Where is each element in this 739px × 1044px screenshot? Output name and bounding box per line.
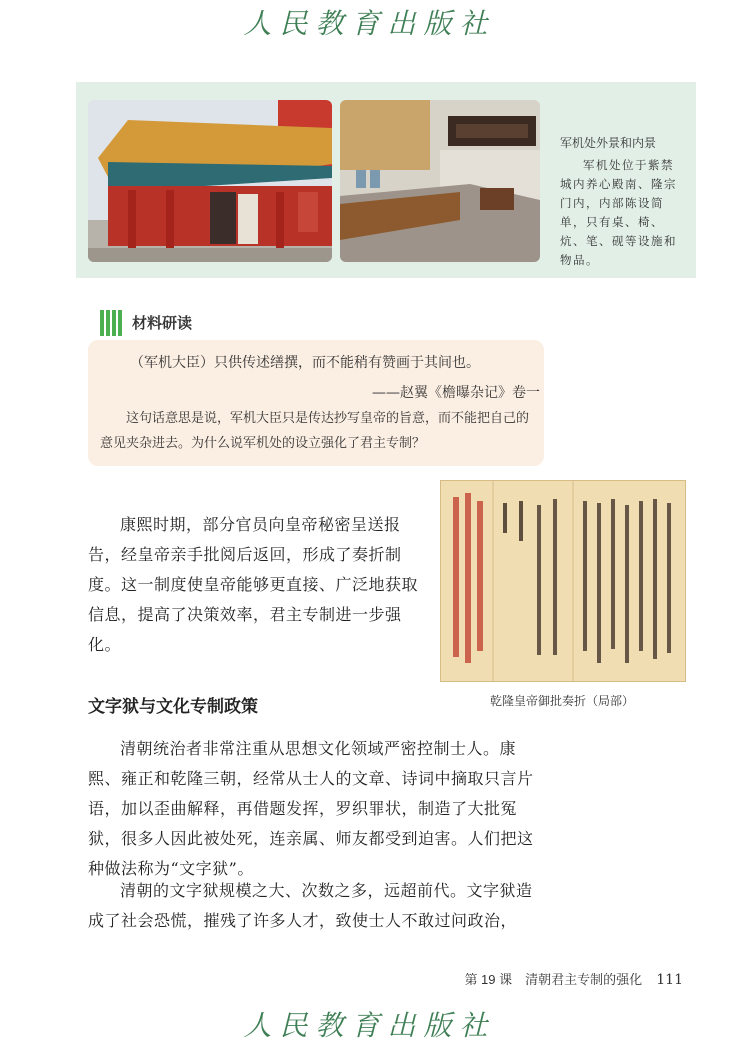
palace-building-photo [88,100,332,262]
photo-caption [560,134,686,270]
footer-lesson-title: 第 19 课 清朝君主专制的强化 [464,972,643,987]
photo-caption-body: 军机处位于紫禁城内养心殿南、隆宗门内，内部陈设简单，只有桌、椅、炕、笔、砚等设施和物品。 [560,158,677,267]
paragraph-literary-inquisition: 清朝统治者非常注重从思想文化领域严密控制士人。康熙、雍正和乾隆三朝，经常从士人的文章、诗词中摘取只言片语，加以歪曲解释，再借题发挥，罗织罪状，制造了大批冤狱，很多人因此被处死，连亲属、师友都受到迫害。人们把这种做法称为“文字狱”。 [88,739,534,878]
book-stripes-icon [100,310,122,336]
memorial-document-image [440,480,686,682]
publisher-logo-top: 人民教育出版社 [243,7,496,40]
publisher-logo-bottom: 人民教育出版社 [243,1009,496,1042]
material-quote: （军机大臣）只供传述缮撰，而不能稍有赞画于其间也。 [130,355,480,371]
material-quote-source: ——赵翼《檐曝杂记》卷一 [372,385,540,401]
material-title: 材料研读 [132,315,193,332]
material-explanation: 这句话意思是说，军机大臣只是传达抄写皇帝的旨意，而不能把自己的意见夹杂进去。为什么说军机处的设立强化了君主专制？ [100,411,530,451]
page-footer [464,969,683,988]
photo-panel [76,82,696,278]
photo-caption-title: 军机处外景和内景 [560,136,657,150]
section-heading: 文字狱与文化专制政策 [88,697,258,716]
page-number: 111 [656,972,683,988]
memorial-caption: 乾隆皇帝御批奏折（局部） [489,694,634,708]
interior-room-photo [340,100,540,262]
paragraph-memorial-system: 康熙时期，部分官员向皇帝秘密呈送报告，经皇帝亲手批阅后返回，形成了奏折制度。这一制度使皇帝能够更直接、广泛地获取信息，提高了决策效率，君主专制进一步强化。 [88,515,419,654]
paragraph-inquisition-scale: 清朝的文字狱规模之大、次数之多，远超前代。文字狱造成了社会恐慌，摧残了许多人才，致使士人不敢过问政治， [88,881,533,930]
